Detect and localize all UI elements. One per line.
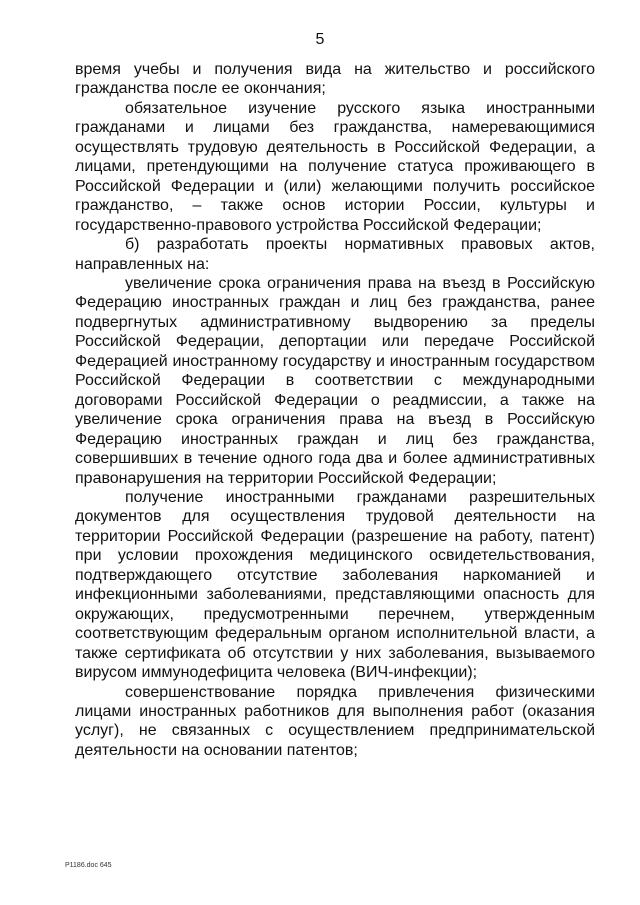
paragraph-patent-procedure: совершенствование порядка привлечения физическими лицами иностранных работников для выполнения работ (оказания услуг), не связанных с осуществлением предпринимательской деятельности на основании патентов; <box>75 683 595 759</box>
paragraph-work-permit-medical: получение иностранными гражданами разрешительных документов для осуществления трудовой деятельности на территории Российской Федерации (разрешение на работу, патент) при условии прохождения медицинского освидетельствования, подтверждающего отсутствие заболевания наркоманией и инфекционными заболеваниями, представляющими опасность для окружающих, предусмотренными перечнем, утвержденным соответствующим федеральным органом исполнительной власти, а также сертификата об отсутствии у них заболевания, вызываемого вирусом иммунодефицита человека (ВИЧ-инфекции); <box>75 488 595 682</box>
document-file-code: P1186.doc 645 <box>65 862 112 869</box>
document-body <box>75 60 595 760</box>
paragraph-item-b-draft-acts: б) разработать проекты нормативных правовых актов, направленных на: <box>75 236 595 273</box>
paragraph-entry-ban-extension: увеличение срока ограничения права на въезд в Российскую Федерацию иностранных граждан и лиц без гражданства, ранее подвергнутых административному выдворению за пределы Российской Федерации, депортации или передаче Российской Федерацией иностранному государству и иностранным государством Российской Федерации в соответствии с международными договорами Российской Федерации о реадмиссии, а также на увеличение срока ограничения права на въезд в Российскую Федерацию иностранных граждан и лиц без гражданства, совершивших в течение одного года два и более административных правонарушения на территории Российской Федерации; <box>75 274 595 487</box>
paragraph-russian-language-requirement: обязательное изучение русского языка иностранными гражданами и лицами без гражданства, намеревающимися осуществлять трудовую деятельность в Российской Федерации, а лицами, претендующими на получение статуса проживающего в Российской Федерации и (или) желающими получить российское гражданство, – также основ истории России, культуры и государственно-правового устройства Российской Федерации; <box>75 99 595 234</box>
paragraph-study-continuation: время учебы и получения вида на жительство и российского гражданства после ее окончания; <box>75 61 595 98</box>
page-number: 5 <box>315 31 325 48</box>
